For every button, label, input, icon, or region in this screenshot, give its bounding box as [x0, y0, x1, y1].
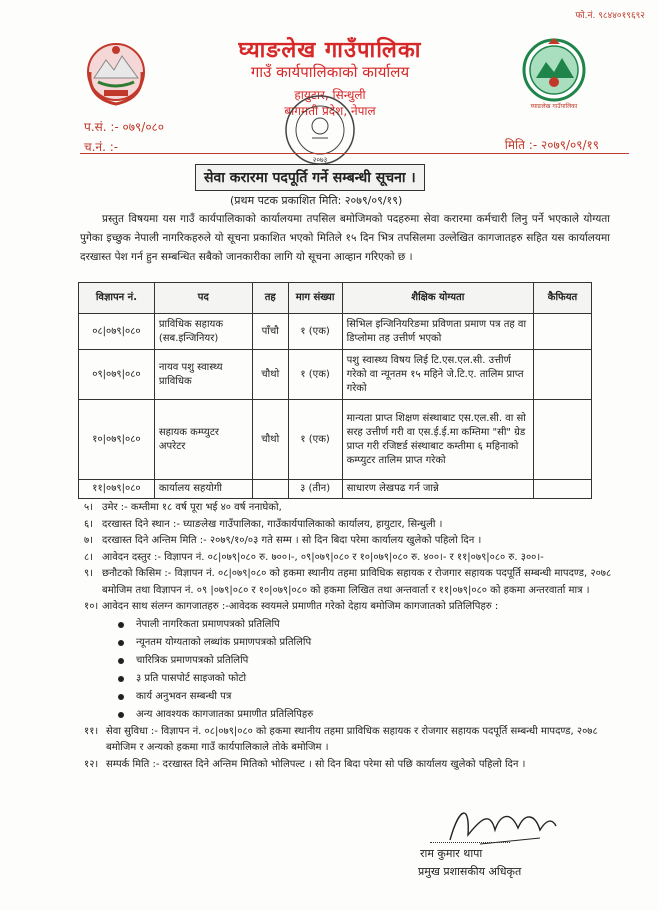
cell-remarks	[534, 314, 592, 350]
cell-qualification: साधारण लेखपढ गर्न जान्ने	[342, 480, 533, 499]
cell-remarks	[534, 480, 592, 499]
cell-demand: ३ (तीन)	[288, 480, 342, 499]
cell-level: चौथो	[252, 350, 288, 400]
bullet-icon	[118, 676, 124, 682]
document-bullet: कार्य अनुभवन सम्बन्धी पत्र	[118, 688, 614, 706]
table-header-row	[79, 283, 592, 314]
col-header-ad-number: विज्ञापन नं.	[79, 283, 155, 314]
signature-line	[430, 842, 510, 843]
office-stamp-icon	[282, 92, 358, 168]
document-bullet: ३ प्रति पासपोर्ट साइजको फोटो	[118, 670, 614, 688]
cell-ad-number: ०८|०७९|०८०	[79, 314, 155, 350]
office-name: गाउँ कार्यपालिकाको कार्यालय	[250, 63, 410, 81]
cell-qualification: मान्यता प्राप्त शिक्षण संस्थाबाट एस.एल.सी. वा सो सरह उत्तीर्ण गरी वा एस.ई.ई.मा कम्तिमा "सी" ग्रेड प्राप्त गरी रजिष्टर्ड संस्थाबाट कम्तीमा ६ महिनाको कम्प्युटर तालिम प्राप्त गरेको	[342, 400, 533, 480]
note-item: ८। आवेदन दस्तुर :- विज्ञापन नं. ०८|०७९|०८० रु. ७००।-, ०९|०७९|०८० र १०|०७९|०८० रु. ४००।- र ११|०७९|०८० रु. ३००।-	[84, 551, 544, 563]
col-header-demand: माग संख्या	[288, 283, 342, 314]
document-bullet: अन्य आवश्यक कागजातका प्रमाणीत प्रतिलिपिहरु	[118, 706, 614, 724]
cell-level: पाँचौ	[252, 314, 288, 350]
header-divider	[80, 153, 629, 154]
note-item: ११। सेवा सुविधा :- विज्ञापन नं. ०८|०७९|०८० को हकमा स्थानीय तहमा प्राविधिक सहायक र रोजगार सहायक पदपूर्ति सम्बन्धी मापदण्ड, २०७८ बमोजिम र अन्यको हकमा गाउँ कार्यपालिकाले तोके बमोजिम ।	[84, 725, 598, 753]
bullet-icon	[118, 694, 124, 700]
cell-ad-number: ११|०७९|०८०	[79, 480, 155, 499]
note-item: ६। दरखास्त दिने स्थान :- घ्याङलेख गाउँपालिका, गाउँकार्यपालिकाको कार्यालय, हायुटार, सिन्धुली ।	[84, 518, 443, 530]
cell-qualification: सिभिल इन्जिनियरिङमा प्रविणता प्रमाण पत्र तह वा डिप्लोमा तह उत्तीर्ण भएको	[342, 314, 533, 350]
table-row	[79, 314, 592, 350]
table-row	[79, 400, 592, 480]
notice-title: सेवा करारमा पदपूर्ति गर्ने सम्बन्धी सूचना ।	[195, 164, 425, 191]
note-item: ९। छनौटको किसिम :- विज्ञापन नं. ०८|०७९|०८० को हकमा स्थानीय तहमा प्राविधिक सहायक र रोजगार सहायक पदपूर्ति सम्बन्धी मापदण्ड, २०७८ बमोजिम तथा विज्ञापन नं. ०९ |०७९|०८० र १०|०७९|०८० को हकमा लिखित तथा अन्तवार्ता र ११|०७९|०८० को हकमा अन्तरवार्ता मात्र ।	[84, 568, 612, 596]
cell-post: सहायक कम्प्युटर अपरेटर	[154, 400, 252, 480]
col-header-qualification: शैक्षिक योग्यता	[342, 283, 533, 314]
notice-intro: प्रस्तुत विषयमा यस गाउँ कार्यपालिकाको कार्यालयमा तपसिल बमोजिमको पदहरुमा सेवा करारमा कर्मचारी लिनु पर्ने भएकाले योग्यता पुगेका इच्छुक नेपाली नागरिकहरुले यो सूचना प्रकाशित भएको मितिले १५ दिन भित्र तपसिलमा उल्लेखित कागजातहरु सहित यस कार्यालयमा दरखास्त पेश गर्न हुन सम्बन्धित सबैको जानकारीका लागि यो सूचना आव्हान गरिएको छ ।	[80, 213, 610, 263]
col-header-remarks: कैफियत	[534, 283, 592, 314]
document-bullet: नेपाली नागरिकता प्रमाणपत्रको प्रतिलिपि	[118, 616, 614, 634]
cell-remarks	[534, 350, 592, 400]
cell-level: चौथो	[252, 400, 288, 480]
cell-qualification: पशु स्वास्थ्य विषय लिई टि.एस.एल.सी. उत्तीर्ण गरेको वा न्यूनतम १५ महिने जे.टि.ए. तालिम प्राप्त गरेको	[342, 350, 533, 400]
cell-post: कार्यालय सहयोगी	[154, 480, 252, 499]
document-bullet: चारित्रिक प्रमाणपत्रको प्रतिलिपि	[118, 652, 614, 670]
note-item: ७। दरखास्त दिने अन्तिम मिति :- २०७९/१०/०३ गते सम्म । सो दिन बिदा परेमा कार्यालय खुलेको पहिलो दिन ।	[84, 535, 482, 546]
cell-demand: १ (एक)	[288, 314, 342, 350]
cell-level	[252, 480, 288, 499]
table-row	[79, 350, 592, 400]
bullet-icon	[118, 622, 124, 628]
col-header-level: तह	[252, 283, 288, 314]
cell-post: प्राविधिक सहायक (सब.इन्जिनियर)	[154, 314, 252, 350]
document-bullet: न्यूनतम योग्यताको लब्धांक प्रमाणपत्रको प्रतिलिपि	[118, 634, 614, 652]
dispatch-number: च.नं. :-	[84, 140, 119, 154]
notice-subtitle: (प्रथम पटक प्रकाशित मिति: २०७९/०९/१९)	[230, 194, 403, 207]
cell-ad-number: १०|०७९|०८०	[79, 400, 155, 480]
office-province: बागमती प्रदेश, नेपाल	[284, 104, 376, 118]
bullet-icon	[118, 658, 124, 664]
svg-text:२०७३: २०७३	[312, 156, 328, 164]
cell-remarks	[534, 400, 592, 480]
table-row	[79, 480, 592, 499]
col-header-post: पद	[154, 283, 252, 314]
office-location: हायुटार, सिन्धुली	[294, 88, 366, 102]
nepal-emblem-icon	[84, 38, 148, 110]
cell-demand: १ (एक)	[288, 350, 342, 400]
note-item: १०। आवेदन साथ संलग्न कागजातहरु :-आवेदक स्वयमले प्रमाणीत गरेको देहाय बमोजिम कागजातको प्रतिलिपिहरु :	[84, 601, 499, 612]
logo-caption: घ्याङलेख गाउँपालिका	[530, 103, 578, 110]
cell-ad-number: ०९|०७९|०८०	[79, 350, 155, 400]
signer-name: राम कुमार थापा	[420, 847, 483, 860]
notes-section	[84, 500, 614, 773]
vacancy-table	[78, 282, 592, 499]
cell-post: नायव पशु स्वास्थ्य प्राविधिक	[154, 350, 252, 400]
note-item: १२। सम्पर्क मिति :- दरखास्त दिने अन्तिम मितिको भोलिपल्ट । सो दिन बिदा परेमा सो पछि कार्यालय खुलेको पहिलो दिन ।	[84, 758, 526, 770]
signer-title: प्रमुख प्रशासकीय अधिकृत	[418, 865, 522, 878]
municipality-logo-icon	[518, 36, 590, 110]
bullet-icon	[118, 640, 124, 646]
municipality-name: घ्याङलेख गाउँपालिका	[238, 38, 422, 63]
letter-date: मिति :- २०७९/०९/१९	[504, 138, 599, 152]
note-item: ५। उमेर :- कम्तीमा १८ वर्ष पूरा भई ४० वर्ष ननाघेको,	[84, 502, 282, 513]
reference-number: प.सं. :- ०७९/०८०	[84, 120, 165, 134]
phone-number: फो.नं. ९८४४०१९६९२	[575, 11, 645, 21]
cell-demand: १ (एक)	[288, 400, 342, 480]
bullet-icon	[118, 712, 124, 718]
